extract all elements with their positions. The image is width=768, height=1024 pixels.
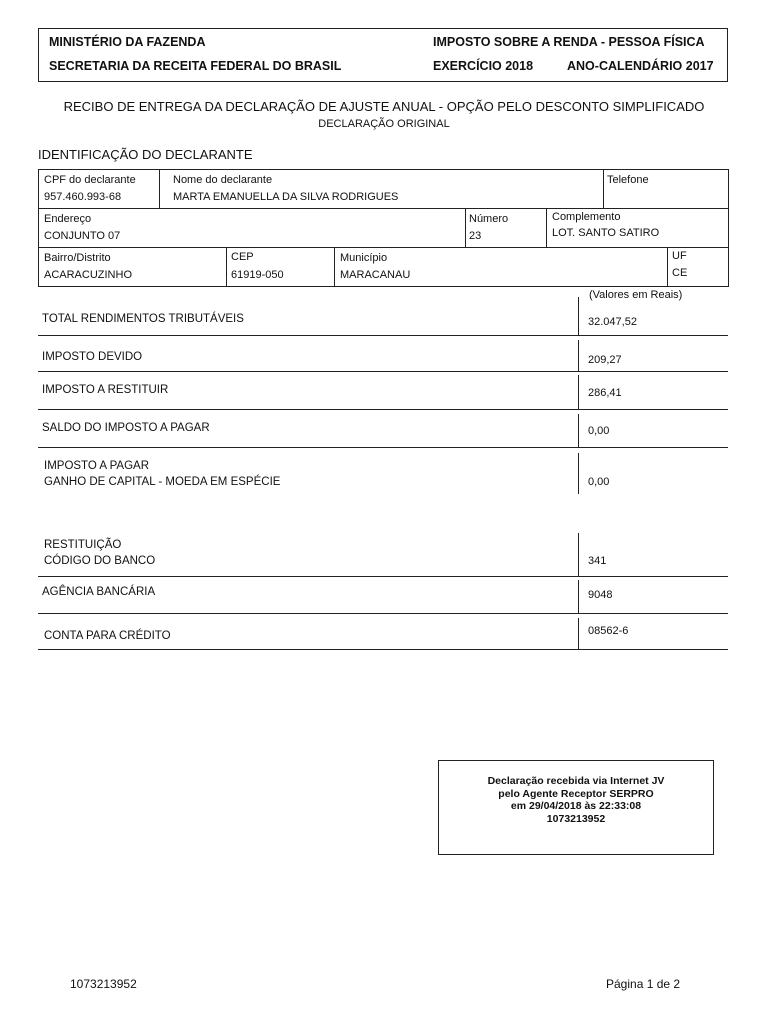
secretariat-name: SECRETARIA DA RECEITA FEDERAL DO BRASIL: [49, 59, 342, 73]
capital-gain-label: GANHO DE CAPITAL - MOEDA EM ESPÉCIE: [44, 476, 281, 488]
district-value: ACARACUZINHO: [44, 269, 133, 281]
row-divider: [38, 335, 728, 336]
uf-label: UF: [672, 250, 687, 262]
address-cell: [38, 208, 466, 248]
total-income-label: TOTAL RENDIMENTOS TRIBUTÁVEIS: [42, 313, 244, 325]
number-value: 23: [469, 230, 482, 242]
row-divider: [38, 576, 728, 577]
receipt-line-4: 1073213952: [546, 812, 606, 825]
row-divider: [38, 613, 728, 614]
receipt-line-3: em 29/04/2018 às 22:33:08: [510, 800, 642, 812]
balance-value: 0,00: [588, 425, 610, 437]
agency-label: AGÊNCIA BANCÁRIA: [42, 586, 156, 598]
uf-value: CE: [672, 267, 688, 279]
cep-value: 61919-050: [231, 269, 284, 281]
account-value: 08562-6: [588, 625, 629, 637]
city-value: MARACANAU: [340, 269, 411, 281]
district-label: Bairro/Distrito: [44, 252, 111, 264]
exercise-year: EXERCÍCIO 2018: [433, 59, 534, 73]
value-divider: [578, 340, 579, 371]
tax-due-label: IMPOSTO DEVIDO: [42, 351, 143, 363]
city-label: Município: [340, 252, 388, 264]
value-divider: [578, 297, 579, 335]
account-label: CONTA PARA CRÉDITO: [44, 630, 171, 642]
page-number: Página 1 de 2: [606, 977, 681, 991]
bank-code-label: CÓDIGO DO BANCO: [44, 555, 156, 567]
capital-gain-value: 0,00: [588, 476, 610, 488]
row-divider: [38, 649, 728, 650]
agency-value: 9048: [588, 589, 613, 601]
complement-label: Complemento: [552, 211, 621, 223]
balance-label: SALDO DO IMPOSTO A PAGAR: [42, 422, 210, 434]
calendar-year: ANO-CALENDÁRIO 2017: [567, 59, 714, 73]
tax-due-value: 209,27: [588, 354, 622, 366]
cep-label: CEP: [231, 251, 254, 263]
declaration-type: DECLARAÇÃO ORIGINAL: [318, 118, 450, 130]
cpf-value: 957.460.993-68: [44, 191, 122, 203]
total-income-value: 32.047,52: [588, 316, 637, 328]
row-divider: [38, 409, 728, 410]
bank-code-value: 341: [588, 555, 607, 567]
address-label: Endereço: [44, 213, 92, 225]
phone-label: Telefone: [607, 174, 649, 186]
receipt-line-2: pelo Agente Receptor SERPRO: [498, 787, 654, 800]
restitution-label: RESTITUIÇÃO: [44, 539, 122, 551]
values-note: (Valores em Reais): [589, 289, 683, 301]
row-divider: [38, 447, 728, 448]
receipt-line-1: Declaração recebida via Internet JV: [487, 775, 665, 787]
complement-value: LOT. SANTO SATIRO: [552, 227, 660, 239]
tax-refund-value: 286,41: [588, 387, 622, 399]
identification-section-title: IDENTIFICAÇÃO DO DECLARANTE: [38, 147, 253, 162]
tax-refund-label: IMPOSTO A RESTITUIR: [42, 384, 169, 396]
address-value: CONJUNTO 07: [44, 230, 121, 242]
footer-code: 1073213952: [70, 977, 137, 991]
ministry-name: MINISTÉRIO DA FAZENDA: [49, 35, 206, 49]
tax-title: IMPOSTO SOBRE A RENDA - PESSOA FÍSICA: [433, 35, 705, 49]
name-label: Nome do declarante: [173, 174, 273, 186]
receipt-title: RECIBO DE ENTREGA DA DECLARAÇÃO DE AJUSTE ANUAL - OPÇÃO PELO DESCONTO SIMPLIFICADO: [63, 99, 705, 114]
value-divider: [578, 414, 579, 447]
value-divider: [578, 618, 579, 649]
receipt-stamp-box: [438, 760, 714, 855]
value-divider: [578, 580, 579, 613]
value-divider: [578, 453, 579, 494]
row-divider: [38, 371, 728, 372]
cpf-label: CPF do declarante: [44, 174, 136, 186]
name-value: MARTA EMANUELLA DA SILVA RODRIGUES: [173, 191, 399, 203]
tax-payable-label: IMPOSTO A PAGAR: [44, 460, 150, 472]
value-divider: [578, 533, 579, 576]
value-divider: [578, 375, 579, 409]
number-label: Número: [469, 213, 509, 225]
